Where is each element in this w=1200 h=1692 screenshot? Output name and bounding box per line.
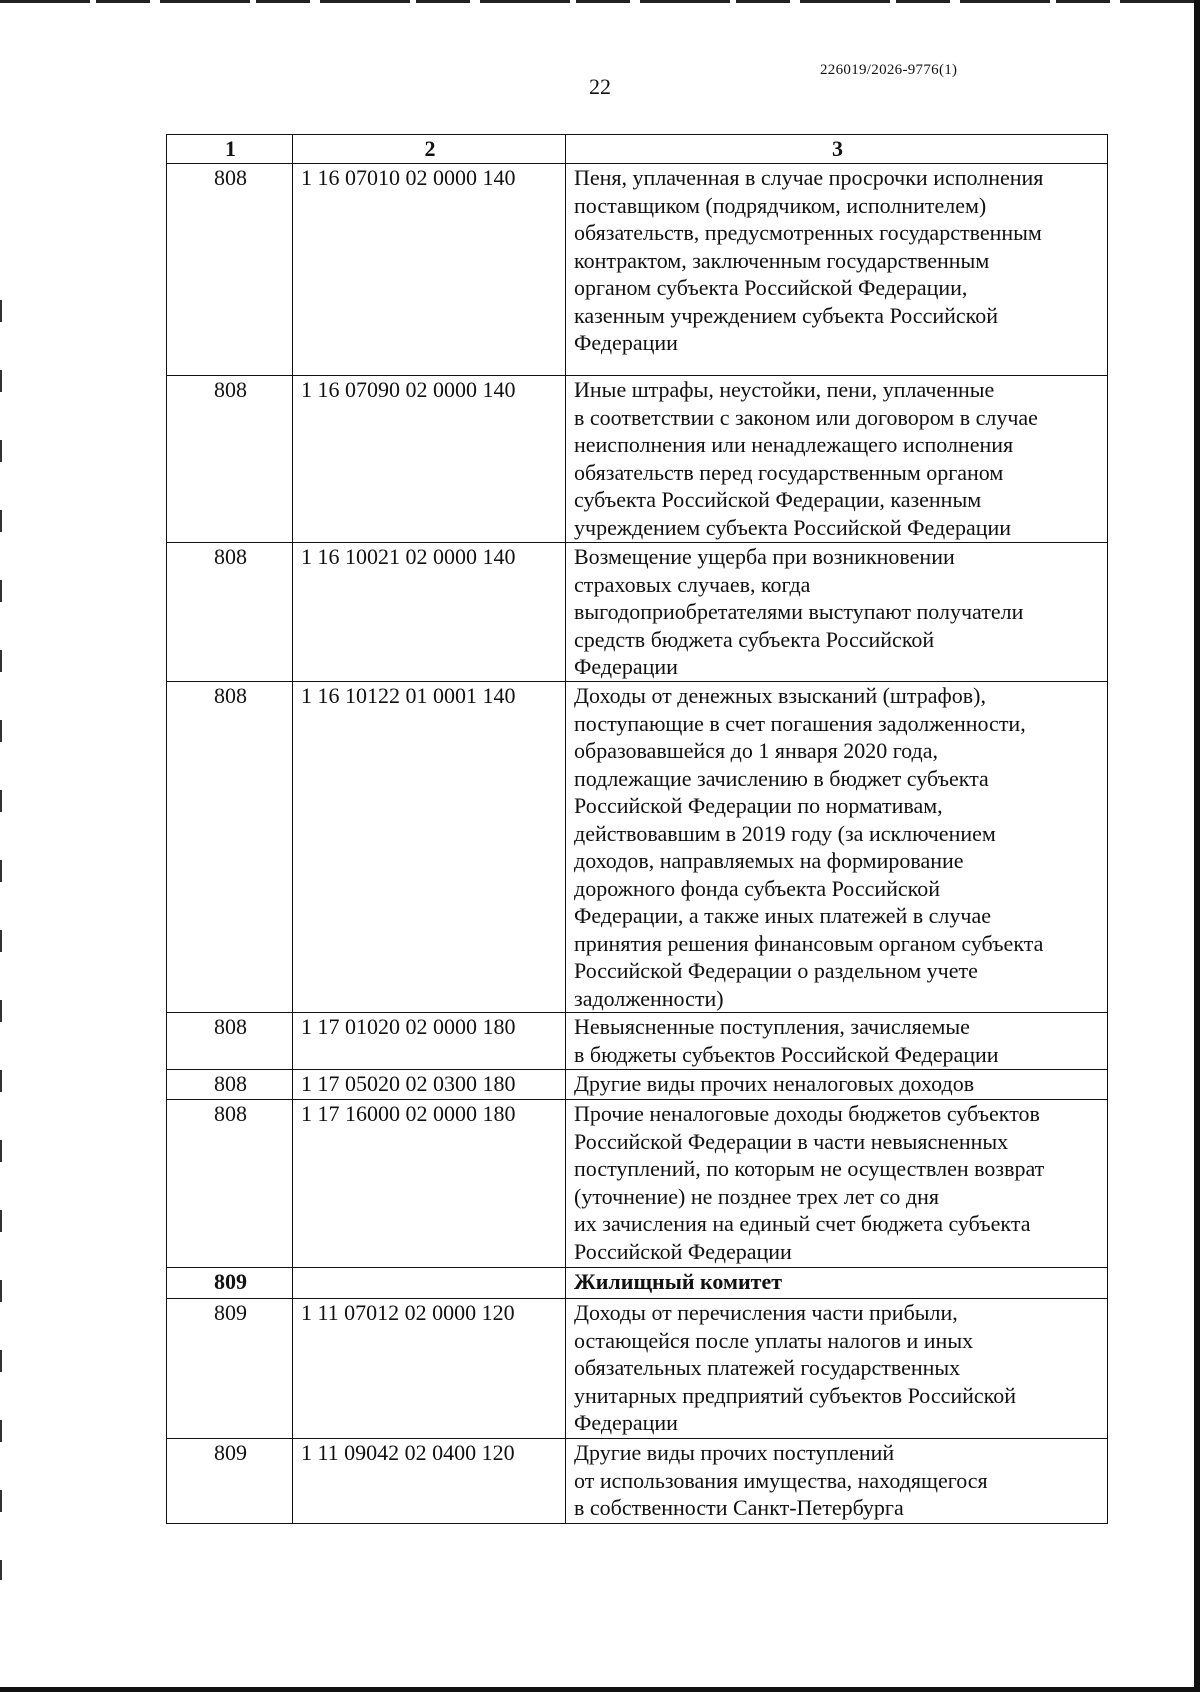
description-text: Иные штрафы, неустойки, пени, уплаченные в соответствии с законом или договором в случае неисполнения или ненадлежащего исполнения обязательств перед государственным органом субъекта Российской Федерации, казенным учреждением субъекта Российской Федерации (574, 377, 1038, 540)
table-row (167, 543, 1108, 682)
description-cell (566, 164, 1108, 376)
table-row (167, 1299, 1108, 1439)
description-cell (566, 376, 1108, 543)
description-text: Прочие неналоговые доходы бюджетов субъектов Российской Федерации в части невыясненных поступлений, по которым не осуществлен возврат (уточнение) не позднее трех лет со дня их зачисления на единый счет бюджета субъекта Российской Федерации (574, 1101, 1045, 1264)
revenue-code-cell: 1 17 01020 02 0000 180 (293, 1013, 566, 1070)
column-header-2: 2 (293, 135, 566, 164)
table-row (167, 682, 1108, 1013)
description-cell (566, 1013, 1108, 1070)
description-text: Другие виды прочих поступлений от использования имущества, находящегося в собственности Санкт-Петербурга (574, 1440, 988, 1520)
section-header-row (167, 1268, 1108, 1299)
revenue-code-cell: 1 16 10122 01 0001 140 (293, 682, 566, 1013)
description-cell (566, 1070, 1108, 1100)
section-title: Жилищный комитет (574, 1269, 783, 1294)
table-row (167, 1013, 1108, 1070)
admin-code-cell: 809 (167, 1299, 293, 1439)
admin-code-cell: 808 (167, 376, 293, 543)
description-text: Другие виды прочих неналоговых доходов (574, 1071, 975, 1096)
admin-code-cell: 808 (167, 682, 293, 1013)
description-cell (566, 543, 1108, 682)
admin-code-cell: 808 (167, 1100, 293, 1268)
description-text: Невыясненные поступления, зачисляемые в бюджеты субъектов Российской Федерации (574, 1014, 999, 1067)
table-row (167, 1070, 1108, 1100)
revenue-code-cell: 1 11 09042 02 0400 120 (293, 1439, 566, 1524)
column-header-3: 3 (566, 135, 1108, 164)
scan-edge-left (0, 300, 2, 1580)
table-row (167, 164, 1108, 376)
revenue-code-cell: 1 11 07012 02 0000 120 (293, 1299, 566, 1439)
column-header-1: 1 (167, 135, 293, 164)
section-title-cell (566, 1268, 1108, 1299)
description-text: Доходы от денежных взысканий (штрафов), поступающие в счет погашения задолженности, образовавшейся до 1 января 2020 года, подлежащие зачислению в бюджет субъекта Российской Федерации по нормативам, действовавшим в 2019 году (за исключением доходов, направляемых на формирование дорожного фонда субъекта Российской Федерации, а также иных платежей в случае принятия решения финансовым органом субъекта Российской Федерации о раздельном учете задолженности) (574, 683, 1044, 1011)
description-cell (566, 682, 1108, 1013)
description-text: Возмещение ущерба при возникновении страховых случаев, когда выгодоприобретателями выступают получатели средств бюджета субъекта Российской Федерации (574, 544, 1024, 679)
admin-code-cell: 809 (167, 1268, 293, 1299)
revenue-code-cell: 1 17 16000 02 0000 180 (293, 1100, 566, 1268)
description-cell (566, 1439, 1108, 1524)
description-cell (566, 1100, 1108, 1268)
scan-edge-right (1194, 0, 1200, 1692)
revenue-code-cell: 1 16 07090 02 0000 140 (293, 376, 566, 543)
revenue-code-cell (293, 1268, 566, 1299)
admin-code-cell: 809 (167, 1439, 293, 1524)
revenue-code-cell: 1 17 05020 02 0300 180 (293, 1070, 566, 1100)
description-text: Доходы от перечисления части прибыли, остающейся после уплаты налогов и иных обязательных платежей государственных унитарных предприятий субъектов Российской Федерации (574, 1300, 1017, 1435)
admin-code-cell: 808 (167, 543, 293, 682)
table-row (167, 1439, 1108, 1524)
admin-code-cell: 808 (167, 1013, 293, 1070)
table-row (167, 1100, 1108, 1268)
revenue-code-cell: 1 16 10021 02 0000 140 (293, 543, 566, 682)
revenue-code-cell: 1 16 07010 02 0000 140 (293, 164, 566, 376)
revenue-codes-table (166, 134, 1108, 1524)
description-text: Пеня, уплаченная в случае просрочки исполнения поставщиком (подрядчиком, исполнителем) обязательств, предусмотренных государственным контрактом, заключенным государственным органом субъекта Российской Федерации, казенным учреждением субъекта Российской Федерации (574, 165, 1044, 355)
document-id: 226019/2026-9776(1) (820, 62, 958, 78)
scan-edge-top (0, 0, 1200, 3)
admin-code-cell: 808 (167, 164, 293, 376)
table-row (167, 376, 1108, 543)
description-cell (566, 1299, 1108, 1439)
table-header-row (167, 135, 1108, 164)
admin-code-cell: 808 (167, 1070, 293, 1100)
page-number: 22 (589, 74, 611, 99)
scan-edge-bottom (0, 1687, 1200, 1692)
